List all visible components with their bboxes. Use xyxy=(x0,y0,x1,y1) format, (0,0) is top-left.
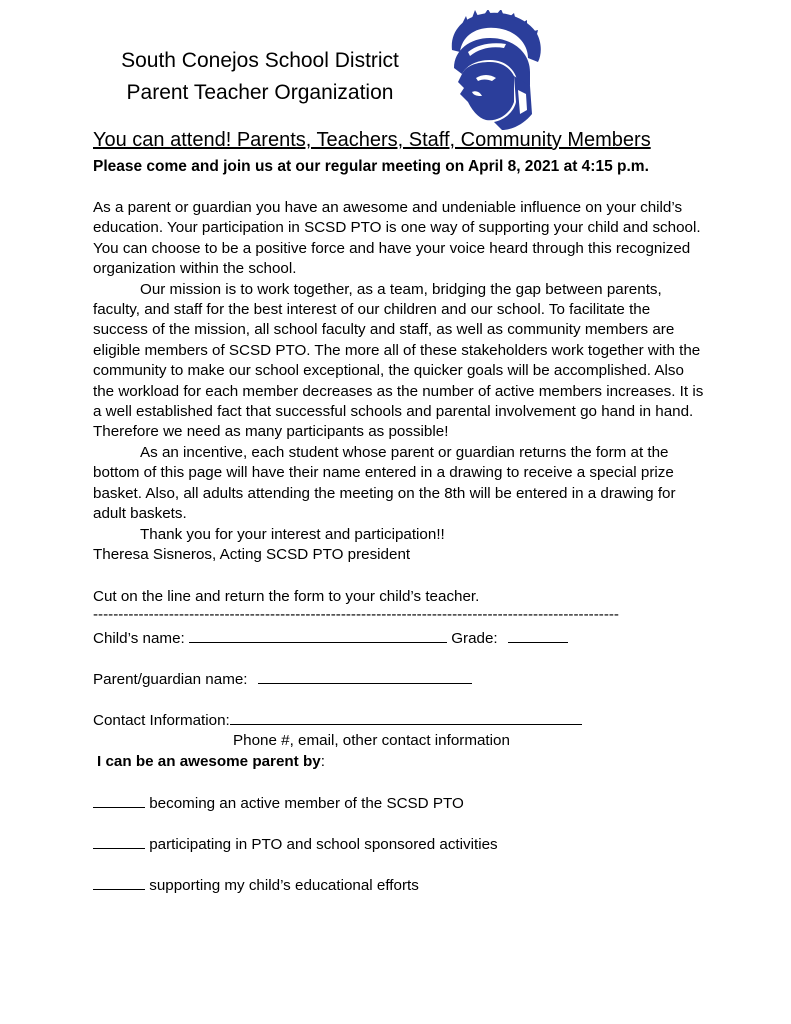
child-name-row xyxy=(93,628,568,649)
option-row xyxy=(93,793,464,814)
parent-name-field[interactable] xyxy=(258,669,472,684)
letter-body xyxy=(93,198,705,565)
awesome-parent-label: I can be an awesome parent by xyxy=(97,753,321,770)
grade-field[interactable] xyxy=(508,628,568,643)
headline: You can attend! Parents, Teachers, Staff, Community Members xyxy=(93,129,651,151)
parent-name-row xyxy=(93,669,472,690)
awesome-parent-heading xyxy=(97,752,325,772)
contact-label: Contact Information: xyxy=(93,712,230,729)
contact-row xyxy=(93,710,582,731)
option-blank[interactable] xyxy=(93,793,145,808)
parent-name-label: Parent/guardian name: xyxy=(93,671,248,688)
option-blank[interactable] xyxy=(93,875,145,890)
organization-header xyxy=(90,45,430,109)
option-label: supporting my child’s educational efforts xyxy=(149,877,419,894)
contact-hint: Phone #, email, other contact information xyxy=(233,732,510,749)
child-name-field[interactable] xyxy=(189,628,447,643)
paragraph-3: As an incentive, each student whose parent or guardian returns the form at the bottom of this page will have their name entered in a drawing to receive a special prize basket. Also, all adults attending the meeting on the 8th will be entered in a drawing for adult baskets. xyxy=(93,443,676,523)
option-blank[interactable] xyxy=(93,834,145,849)
signature: Theresa Sisneros, Acting SCSD PTO president xyxy=(93,545,411,563)
option-row xyxy=(93,875,419,896)
cut-line: -------------------------------------------------------------------------------------------------------- xyxy=(93,606,619,623)
organization-name: Parent Teacher Organization xyxy=(126,81,394,104)
option-label: participating in PTO and school sponsored activities xyxy=(149,836,498,853)
district-name: South Conejos School District xyxy=(121,49,399,72)
trojan-warrior-head-icon xyxy=(432,10,544,132)
option-label: becoming an active member of the SCSD PTO xyxy=(149,795,464,812)
cut-instruction: Cut on the line and return the form to your child’s teacher. xyxy=(93,588,480,605)
awesome-parent-colon: : xyxy=(320,753,325,770)
paragraph-2: Our mission is to work together, as a team, bridging the gap between parents, faculty, and staff for the best interest of our children and our school. To facilitate the success of the mission, all school faculty and staff, as well as community members are eligible members of SCSD PTO. The more all of these stakeholders work together with the community to make our school exceptional, the quicker goals will be accomplished. Also the workload for each member decreases as the number of active members increases. It is a well established fact that successful schools and parental involvement go hand in hand. Therefore we need as many participants as possible! xyxy=(93,280,704,441)
contact-field[interactable] xyxy=(230,710,582,725)
child-name-label: Child’s name: xyxy=(93,630,185,647)
option-row xyxy=(93,834,498,855)
grade-label: Grade: xyxy=(451,630,498,647)
closing-line: Thank you for your interest and participation!! xyxy=(140,525,445,543)
meeting-announcement: Please come and join us at our regular meeting on April 8, 2021 at 4:15 p.m. xyxy=(93,158,649,175)
paragraph-1: As a parent or guardian you have an awesome and undeniable influence on your child’s education. Your participation in SCSD PTO is one way of supporting your child and school. You can choose to be a positive force and have your voice heard through this recognized organization within the school. xyxy=(93,199,701,278)
